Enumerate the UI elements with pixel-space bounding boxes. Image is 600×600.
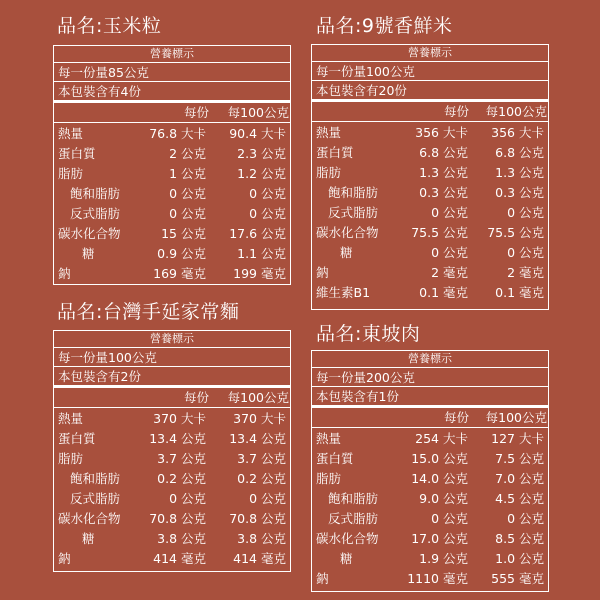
value-per-serving: 3.8 公克 [157, 531, 206, 546]
nutrient-row [54, 449, 290, 469]
nutrient-row [54, 509, 290, 529]
value-per-100g: 0 公克 [507, 245, 544, 260]
nutrition-table [53, 330, 291, 572]
servings-per-pack: 本包裝含有20份 [312, 81, 548, 102]
nutrient-name: 糖 [340, 245, 353, 260]
nutrient-row [312, 469, 548, 489]
value-per-100g: 7.5 公克 [495, 451, 544, 466]
value-per-100g: 2 毫克 [507, 265, 544, 280]
value-per-serving: 1.3 公克 [419, 165, 468, 180]
table-header: 營養標示 [54, 331, 290, 348]
table-header: 營養標示 [312, 45, 548, 62]
column-header [54, 388, 290, 408]
value-per-serving: 9.0 公克 [419, 491, 468, 506]
col-per-serving: 每份 [183, 390, 209, 405]
value-per-100g: 3.7 公克 [237, 451, 286, 466]
nutrient-row [312, 163, 548, 183]
serving-size: 每一份量100公克 [54, 348, 290, 367]
nutrient-name: 碳水化合物 [316, 531, 379, 546]
nutrient-row [54, 429, 290, 449]
value-per-100g: 75.5 公克 [487, 225, 544, 240]
column-header [54, 103, 290, 123]
nutrient-name: 碳水化合物 [58, 511, 121, 526]
nutrient-row [54, 164, 290, 184]
nutrient-row [312, 489, 548, 509]
table-header: 營養標示 [312, 351, 548, 368]
value-per-100g: 199 毫克 [233, 266, 286, 281]
nutrient-rows [54, 408, 290, 569]
value-per-100g: 0.2 公克 [237, 471, 286, 486]
nutrient-name: 糖 [340, 551, 353, 566]
value-per-100g: 70.8 公克 [229, 511, 286, 526]
value-per-serving: 1 公克 [169, 166, 206, 181]
value-per-100g: 6.8 公克 [495, 145, 544, 160]
nutrient-row [54, 529, 290, 549]
nutrient-name: 鈉 [316, 571, 329, 586]
value-per-serving: 2 毫克 [431, 265, 468, 280]
nutrient-name: 反式脂肪 [328, 205, 379, 220]
nutrient-name: 鈉 [58, 551, 71, 566]
serving-size: 每一份量100公克 [312, 62, 548, 81]
value-per-serving: 70.8 公克 [149, 511, 206, 526]
value-per-serving: 1.9 公克 [419, 551, 468, 566]
value-per-serving: 169 毫克 [153, 266, 206, 281]
product-title: 品名:東坡肉 [316, 323, 421, 345]
nutrient-name: 飽和脂肪 [70, 186, 121, 201]
nutrient-name: 鈉 [58, 266, 71, 281]
col-per-serving: 每份 [443, 410, 469, 425]
value-per-serving: 76.8 大卡 [149, 126, 206, 141]
servings-per-pack: 本包裝含有2份 [54, 367, 290, 388]
value-per-100g: 17.6 公克 [229, 226, 286, 241]
nutrient-name: 脂肪 [316, 471, 342, 486]
nutrient-name: 反式脂肪 [70, 206, 121, 221]
nutrient-row [312, 143, 548, 163]
value-per-serving: 0 公克 [431, 511, 468, 526]
col-per-100: 每100公克 [227, 390, 289, 405]
nutrient-name: 脂肪 [58, 451, 84, 466]
value-per-serving: 2 公克 [169, 146, 206, 161]
nutrient-row [312, 529, 548, 549]
value-per-serving: 13.4 公克 [149, 431, 206, 446]
value-per-100g: 0.1 毫克 [495, 285, 544, 300]
col-per-100: 每100公克 [227, 105, 289, 120]
value-per-serving: 254 大卡 [415, 431, 468, 446]
nutrient-row [312, 263, 548, 283]
value-per-serving: 0 公克 [169, 206, 206, 221]
nutrient-row [54, 144, 290, 164]
col-per-100: 每100公克 [485, 410, 547, 425]
value-per-100g: 0 公克 [249, 206, 286, 221]
col-per-serving: 每份 [183, 105, 209, 120]
value-per-serving: 0 公克 [431, 245, 468, 260]
table-header: 營養標示 [54, 46, 290, 63]
serving-size: 每一份量85公克 [54, 63, 290, 82]
value-per-serving: 3.7 公克 [157, 451, 206, 466]
nutrient-row [312, 283, 548, 303]
nutrient-name: 反式脂肪 [70, 491, 121, 506]
value-per-serving: 0.1 毫克 [419, 285, 468, 300]
column-header [312, 102, 548, 122]
value-per-100g: 555 毫克 [491, 571, 544, 586]
nutrient-rows [312, 428, 548, 589]
value-per-serving: 17.0 公克 [411, 531, 468, 546]
nutrient-row [312, 549, 548, 569]
column-header [312, 408, 548, 428]
nutrition-table [53, 45, 291, 285]
nutrient-row [54, 489, 290, 509]
nutrient-name: 脂肪 [58, 166, 84, 181]
value-per-100g: 2.3 公克 [237, 146, 286, 161]
value-per-serving: 0.9 公克 [157, 246, 206, 261]
nutrient-row [54, 224, 290, 244]
nutrient-row [54, 264, 290, 284]
value-per-serving: 414 毫克 [153, 551, 206, 566]
nutrient-rows [312, 122, 548, 303]
value-per-100g: 0 公克 [249, 491, 286, 506]
nutrient-name: 熱量 [316, 125, 342, 140]
value-per-100g: 90.4 大卡 [229, 126, 286, 141]
value-per-serving: 14.0 公克 [411, 471, 468, 486]
nutrient-row [54, 184, 290, 204]
nutrient-name: 蛋白質 [58, 431, 96, 446]
nutrient-name: 飽和脂肪 [328, 185, 379, 200]
value-per-100g: 127 大卡 [491, 431, 544, 446]
serving-size: 每一份量200公克 [312, 368, 548, 387]
nutrient-row [312, 243, 548, 263]
nutrient-row [54, 469, 290, 489]
nutrient-row [312, 569, 548, 589]
nutrient-name: 熱量 [58, 126, 84, 141]
product-title: 品名:台灣手延家常麵 [57, 301, 240, 323]
value-per-serving: 15 公克 [161, 226, 206, 241]
col-per-serving: 每份 [443, 104, 469, 119]
nutrient-name: 糖 [82, 246, 95, 261]
nutrient-name: 飽和脂肪 [70, 471, 121, 486]
value-per-serving: 0 公克 [431, 205, 468, 220]
nutrient-row [54, 124, 290, 144]
nutrient-name: 熱量 [316, 431, 342, 446]
value-per-serving: 0 公克 [169, 491, 206, 506]
nutrient-name: 熱量 [58, 411, 84, 426]
value-per-100g: 0 公克 [507, 205, 544, 220]
nutrient-name: 蛋白質 [58, 146, 96, 161]
nutrient-row [312, 429, 548, 449]
nutrient-rows [54, 123, 290, 284]
value-per-100g: 1.3 公克 [495, 165, 544, 180]
nutrient-row [312, 183, 548, 203]
nutrient-row [312, 203, 548, 223]
value-per-serving: 6.8 公克 [419, 145, 468, 160]
nutrient-row [312, 123, 548, 143]
product-title: 品名:玉米粒 [57, 15, 162, 37]
value-per-serving: 0 公克 [169, 186, 206, 201]
nutrient-row [312, 223, 548, 243]
value-per-serving: 75.5 公克 [411, 225, 468, 240]
value-per-100g: 0 公克 [507, 511, 544, 526]
nutrient-name: 碳水化合物 [316, 225, 379, 240]
value-per-100g: 1.1 公克 [237, 246, 286, 261]
value-per-100g: 1.0 公克 [495, 551, 544, 566]
nutrition-table [311, 350, 549, 592]
nutrient-name: 維生素B1 [316, 285, 371, 300]
value-per-100g: 7.0 公克 [495, 471, 544, 486]
nutrient-row [312, 449, 548, 469]
value-per-100g: 356 大卡 [491, 125, 544, 140]
servings-per-pack: 本包裝含有4份 [54, 82, 290, 103]
value-per-100g: 0 公克 [249, 186, 286, 201]
nutrient-row [312, 509, 548, 529]
value-per-100g: 8.5 公克 [495, 531, 544, 546]
nutrient-row [54, 244, 290, 264]
product-title: 品名:9號香鮮米 [316, 15, 453, 37]
nutrient-name: 鈉 [316, 265, 329, 280]
servings-per-pack: 本包裝含有1份 [312, 387, 548, 408]
nutrient-name: 碳水化合物 [58, 226, 121, 241]
nutrient-name: 蛋白質 [316, 145, 354, 160]
nutrient-name: 反式脂肪 [328, 511, 379, 526]
value-per-100g: 13.4 公克 [229, 431, 286, 446]
nutrient-row [54, 549, 290, 569]
value-per-serving: 370 大卡 [153, 411, 206, 426]
nutrient-name: 蛋白質 [316, 451, 354, 466]
col-per-100: 每100公克 [485, 104, 547, 119]
value-per-100g: 1.2 公克 [237, 166, 286, 181]
nutrient-name: 飽和脂肪 [328, 491, 379, 506]
value-per-serving: 1110 毫克 [407, 571, 468, 586]
nutrient-name: 糖 [82, 531, 95, 546]
value-per-100g: 4.5 公克 [495, 491, 544, 506]
value-per-100g: 370 大卡 [233, 411, 286, 426]
value-per-serving: 356 大卡 [415, 125, 468, 140]
value-per-100g: 414 毫克 [233, 551, 286, 566]
value-per-serving: 15.0 公克 [411, 451, 468, 466]
value-per-100g: 0.3 公克 [495, 185, 544, 200]
nutrient-row [54, 204, 290, 224]
value-per-serving: 0.2 公克 [157, 471, 206, 486]
nutrition-table [311, 44, 549, 310]
nutrient-name: 脂肪 [316, 165, 342, 180]
nutrient-row [54, 409, 290, 429]
value-per-serving: 0.3 公克 [419, 185, 468, 200]
value-per-100g: 3.8 公克 [237, 531, 286, 546]
